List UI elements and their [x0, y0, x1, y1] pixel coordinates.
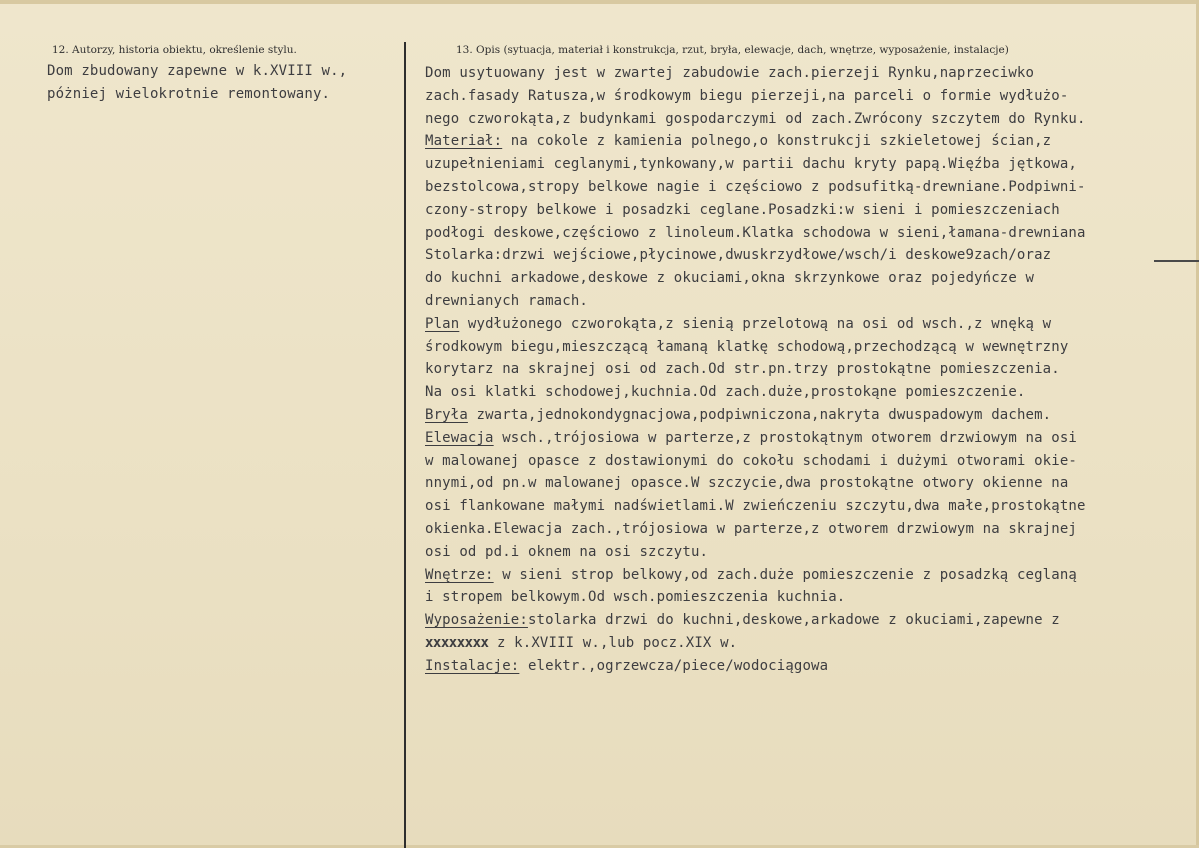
typed-line: [425, 404, 1086, 427]
line-text: czony-stropy belkowe i posadzki ceglane.Posadzki:w sieni i pomieszczeniach: [425, 201, 1060, 218]
field-13-text: [425, 62, 1086, 678]
line-text: Dom usytuowany jest w zwartej zabudowie zach.pierzeji Rynku,naprzeciwko: [425, 65, 1035, 81]
section-label: Wyposażenie:: [425, 612, 528, 629]
line-text: korytarz na skrajnej osi od zach.Od str.pn.trzy prostokątne pomieszczenia.: [425, 361, 1060, 378]
section-label: Wnętrze:: [425, 566, 494, 583]
line-text: środkowym biegu,mieszczącą łamaną klatkę schodową,przechodzącą w wewnętrzny: [425, 338, 1069, 355]
line-text: i stropem belkowym.Od wsch.pomieszczenia kuchnia.: [425, 589, 846, 606]
typed-line: [425, 655, 1086, 678]
line-text: okienka.Elewacja zach.,trójosiowa w parterze,z otworem drzwiowym na skrajnej: [425, 520, 1077, 537]
typed-line: [425, 427, 1086, 450]
typed-line: Dom zbudowany zapewne w k.XVIII w.,: [47, 63, 348, 79]
section-label: Instalacje:: [425, 657, 520, 674]
typed-line: [425, 176, 1086, 199]
typed-line: póżniej wielokrotnie remontowany.: [47, 85, 331, 102]
struck-out-text: xxxxxxxx: [425, 634, 489, 651]
typed-line: [425, 541, 1086, 564]
typed-line: [425, 85, 1086, 108]
typed-line: [425, 199, 1086, 222]
typed-line: [425, 313, 1086, 336]
field-13-header: 13. Opis (sytuacja, materiał i konstrukcja, rzut, bryła, elewacje, dach, wnętrze, wyposażenie, instalacje): [456, 44, 1009, 56]
typed-line: [425, 153, 1086, 176]
typed-line: [425, 518, 1086, 541]
line-text: wydłużonego czworokąta,z sienią przelotową na osi od wsch.,z wnęką w: [459, 315, 1052, 332]
paper-edge-top: [0, 0, 1199, 4]
line-text: podłogi deskowe,częściowo z linoleum.Klatka schodowa w sieni,łamana-drewniana: [425, 224, 1086, 241]
typed-line: [425, 222, 1086, 245]
line-text: z k.XVIII w.,lub pocz.XIX w.: [488, 634, 738, 651]
line-text: osi flankowane małymi nadświetlami.W zwieńczeniu szczytu,dwa małe,prostokątne: [425, 498, 1086, 515]
line-text: do kuchni arkadowe,deskowe z okuciami,okna skrzynkowe oraz pojedyńcze w: [425, 270, 1035, 287]
line-text: w sieni strop belkowy,od zach.duże pomieszczenie z posadzką ceglaną: [493, 566, 1077, 583]
line-text: Stolarka:drzwi wejściowe,płycinowe,dwuskrzydłowe/wsch/i deskowe9zach/oraz: [425, 247, 1052, 264]
typed-line: [425, 130, 1086, 153]
typed-line: [425, 290, 1086, 313]
typed-line: [425, 495, 1086, 518]
line-text: Na osi klatki schodowej,kuchnia.Od zach.duże,prostokąne pomieszczenie.: [425, 384, 1026, 401]
field-12-text: [47, 60, 347, 106]
column-divider: [404, 42, 406, 848]
line-text: drewnianych ramach.: [425, 292, 588, 309]
typed-line: [425, 586, 1086, 609]
section-label: Materiał:: [425, 133, 503, 150]
typed-line: [425, 267, 1086, 290]
typed-line: [425, 609, 1086, 632]
typed-line: [425, 62, 1086, 85]
typed-line: [425, 336, 1086, 359]
typed-line: [425, 564, 1086, 587]
line-text: nego czworokąta,z budynkami gospodarczymi od zach.Zwrócony szczytem do Rynku.: [425, 110, 1086, 127]
section-label: Plan: [425, 315, 460, 332]
line-text: zwarta,jednokondygnacjowa,podpiwniczona,nakryta dwuspadowym dachem.: [467, 406, 1052, 423]
line-text: nnymi,od pn.w malowanej opasce.W szczycie,dwa prostokątne otwory okienne na: [425, 475, 1069, 492]
typed-line: [425, 244, 1086, 267]
typed-line: [425, 358, 1086, 381]
line-text: bezstolcowa,stropy belkowe nagie i częściowo z podsufitką-drewniane.Podpiwni-: [425, 178, 1086, 195]
line-text: elektr.,ogrzewcza/piece/wodociągowa: [519, 657, 829, 674]
line-text: uzupełnieniami ceglanymi,tynkowany,w partii dachu kryty papą.Więźba jętkowa,: [425, 156, 1077, 173]
form-rule-stub: [1154, 260, 1199, 262]
typed-line: [425, 381, 1086, 404]
typed-line: [425, 450, 1086, 473]
line-text: na cokole z kamienia polnego,o konstrukcji szkieletowej ścian,z: [502, 133, 1052, 150]
typed-line: [425, 472, 1086, 495]
section-label: Elewacja: [425, 429, 494, 446]
line-text: osi od pd.i oknem na osi szczytu.: [425, 543, 709, 560]
line-text: zach.fasady Ratusza,w środkowym biegu pierzeji,na parceli o formie wydłużo-: [425, 87, 1069, 104]
line-text: wsch.,trójosiowa w parterze,z prostokątnym otworem drzwiowym na osi: [493, 429, 1077, 446]
line-text: w malowanej opasce z dostawionymi do cokołu schodami i dużymi otworami okie-: [425, 452, 1077, 469]
line-text: stolarka drzwi do kuchni,deskowe,arkadowe z okuciami,zapewne z: [527, 612, 1060, 629]
section-label: Bryła: [425, 406, 468, 423]
typed-line: [425, 108, 1086, 131]
field-12-header: 12. Autorzy, historia obiektu, określenie stylu.: [52, 44, 297, 56]
typed-line: [425, 632, 1086, 655]
